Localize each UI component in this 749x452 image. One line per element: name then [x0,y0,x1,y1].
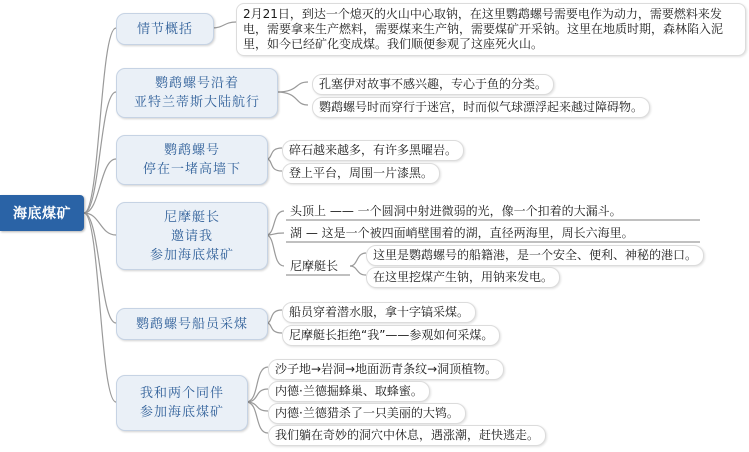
leaf-connector [266,159,282,171]
branch-line: 情节概括 [136,21,193,37]
branch-node-atlantis-voyage [116,68,278,118]
leaf-connector [266,235,284,266]
sub-node-nemo: 尼摩艇长 [290,259,339,273]
root-node [0,195,84,231]
leaf-crew-1: 船员穿着潜水服，拿十字镐采煤。 [282,302,476,323]
branch-line: 参加海底煤矿 [139,405,224,420]
leaf-atlantis-2: 鹦鹉螺号时而穿行于迷宫，时而似气球漂浮起来越过障碍物。 [312,97,650,118]
leaf-connector [246,367,268,402]
branch-line: 停在一堵高墙下 [142,162,241,177]
leaf-connector [266,148,282,159]
branch-line: 参加海底煤矿 [149,247,234,263]
branch-line: 鹦鹉螺号沿着 [154,76,239,91]
leaf-connector [212,22,236,28]
leaf-connector [276,92,308,105]
leaf-connector [350,266,366,275]
branch-node-high-wall [116,135,268,185]
root-connector-1 [84,92,116,213]
leaf-lake: 湖 — 这是一个被四面峭壁围着的湖，直径两海里，周长六海里。 [290,226,634,240]
branch-node-crew-mining [116,308,268,340]
leaf-wall-2: 登上平台，周围一片漆黑。 [282,163,440,184]
branch-node-nemo-invite [116,202,268,270]
leaf-atlantis-1: 孔塞伊对故事不感兴趣，专心于鱼的分类。 [312,74,554,95]
root-label: 海底煤矿 [13,206,71,222]
leaf-connector [266,310,282,323]
branch-line: 我和两个同伴 [139,386,224,401]
leaf-connector [246,389,268,402]
branch-line: 尼摩艇长 [163,209,220,225]
leaf-connector [266,323,282,333]
branch-node-companions [116,375,248,431]
leaf-nemo-sodium: 在这里挖煤产生钠，用钠来发电。 [366,267,560,288]
leaf-nemo-port: 这里是鹦鹉螺号的船籍港，是一个安全、便利、神秘的港口。 [366,245,704,266]
leaf-connector [266,211,284,235]
branch-line: 鹦鹉螺号船员采煤 [135,316,248,332]
leaf-companions-1: 沙子地→岩洞→地面沥青条纹→洞顶植物。 [268,359,504,380]
branch-line: 邀请我 [170,228,213,244]
leaf-companions-2: 内德·兰德掘蜂巢、取蜂蜜。 [268,381,430,402]
leaf-summary: 2月21日，到达一个熄灭的火山中心取钠，在这里鹦鹉螺号需要电作为动力，需要燃料来发电，需要拿来生产燃料，需要煤来生产钠，需要煤矿开采钠。这里在地质时期，森林陷入泥里，如今已经矿化变成煤。我们顺便参观了这座死火山。 [236,3,746,56]
branch-node-summary [116,13,214,45]
branch-line: 亚特兰蒂斯大陆航行 [133,95,260,110]
leaf-wall-1: 碎石越来越多，有许多黑曜岩。 [282,140,464,161]
root-connector-5 [84,213,116,402]
leaf-companions-3: 内德·兰德猎杀了一只美丽的大鸨。 [268,403,466,424]
branch-line: 鹦鹉螺号 [163,143,220,158]
leaf-connector [276,82,308,92]
leaf-overhead: 头顶上 —— 一个圆洞中射进微弱的光，像一个扣着的大漏斗。 [290,204,622,218]
leaf-crew-2: 尼摩艇长拒绝“我”——参观如何采煤。 [282,325,500,346]
leaf-connector [350,253,366,266]
leaf-companions-4: 我们躺在奇妙的洞穴中休息，遇涨潮，赶快逃走。 [268,425,546,446]
